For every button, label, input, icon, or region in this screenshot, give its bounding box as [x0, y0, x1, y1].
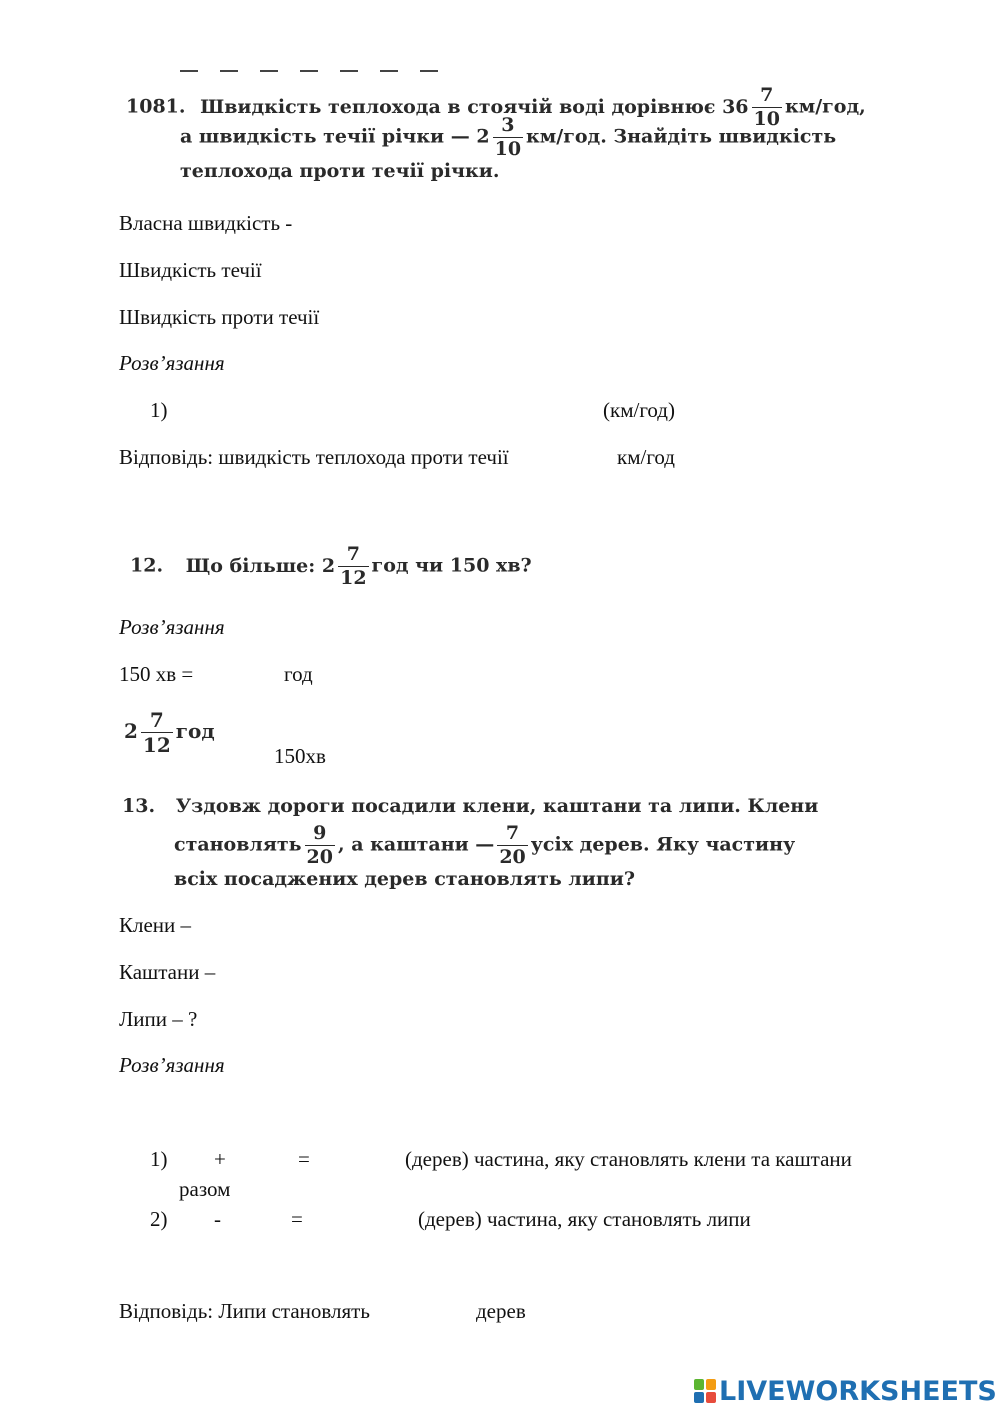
task-13-line2-b: , а каштани — — [338, 833, 495, 856]
task-13-line2-a: становлять — [174, 833, 302, 856]
fraction-9-20 — [305, 824, 335, 867]
frac-denominator: 20 — [499, 846, 526, 868]
task-1081-line1-text: Швидкість теплохода в стоячій воді дорівнює 36 — [200, 95, 749, 118]
task-1081-line1-unit: км/год, — [784, 95, 866, 118]
task-1081-number: 1081. — [126, 95, 186, 118]
task-1081-line2 — [180, 116, 836, 159]
frac-numerator: 9 — [305, 824, 335, 846]
step1-unit-1081: (км/год) — [603, 398, 675, 422]
mixed-whole: 2 — [124, 719, 138, 743]
task-1081-line3: теплохода проти течії річки. — [180, 160, 500, 182]
step1-number-13: 1) — [150, 1147, 168, 1171]
plus-sign: + — [214, 1147, 226, 1171]
step1-number-1081: 1) — [150, 398, 168, 422]
answer-13-text: Відповідь: Липи становлять — [119, 1299, 370, 1323]
minus-sign: - — [214, 1207, 221, 1231]
frac-numerator: 7 — [338, 545, 368, 567]
solution-label-1081: Розв’язання — [119, 351, 225, 375]
logo-tiles-icon — [694, 1379, 716, 1403]
task-1081-line2-text: а швидкість течії річки — 2 — [180, 125, 490, 148]
conversion-unit: год — [284, 662, 313, 686]
frac-denominator: 10 — [753, 108, 780, 130]
frac-numerator: 3 — [493, 116, 523, 138]
fraction-7-12-compare — [141, 710, 173, 755]
task-13-line1-text: Уздовж дороги посадили клени, каштани та липи. Клени — [175, 795, 819, 817]
crop-artifact-top — [180, 70, 440, 72]
maples-label: Клени – — [119, 913, 192, 937]
task-13-number: 13. — [122, 795, 156, 817]
task-12-question — [130, 545, 532, 588]
fraction-3-10 — [493, 116, 523, 159]
task-12-text-a: Що більше: 2 — [185, 554, 336, 577]
frac-denominator: 12 — [142, 733, 171, 757]
frac-numerator: 7 — [752, 86, 782, 108]
task-12-text-b: год чи 150 хв? — [371, 554, 532, 577]
conversion-left: 150 хв = — [119, 662, 194, 686]
liveworksheets-logo — [694, 1376, 997, 1406]
logo-text: LIVEWORKSHEETS — [719, 1375, 997, 1407]
step2-number-13: 2) — [150, 1207, 168, 1231]
task-13-line2 — [174, 824, 795, 867]
solution-label-12: Розв’язання — [119, 615, 225, 639]
against-speed-label: Швидкість проти течії — [119, 305, 320, 329]
task-1081-line2-rest: км/год. Знайдіть швидкість — [526, 125, 837, 148]
equals-sign-1: = — [298, 1147, 310, 1171]
current-speed-label: Швидкість течії — [119, 258, 262, 282]
step2-text-13: (дерев) частина, яку становлять липи — [418, 1207, 751, 1231]
fraction-7-12 — [338, 545, 368, 588]
answer-1081-text: Відповідь: швидкість теплохода проти течії — [119, 445, 509, 469]
chestnuts-label: Каштани – — [119, 960, 216, 984]
equals-sign-2: = — [291, 1207, 303, 1231]
frac-numerator: 7 — [497, 824, 527, 846]
task-12-number: 12. — [130, 554, 164, 577]
own-speed-label: Власна швидкість - — [119, 211, 293, 235]
compare-right: 150хв — [274, 744, 326, 768]
fraction-7-20 — [497, 824, 527, 867]
frac-numerator: 7 — [141, 710, 173, 733]
solution-label-13: Розв’язання — [119, 1053, 225, 1077]
compare-mixed-number — [124, 710, 215, 755]
step1-continuation: разом — [179, 1177, 231, 1201]
step1-text-13: (дерев) частина, яку становлять клени та каштани — [405, 1147, 852, 1171]
frac-denominator: 20 — [306, 846, 333, 868]
frac-denominator: 10 — [494, 138, 522, 160]
lindens-label: Липи – ? — [119, 1007, 198, 1031]
task-13-line3: всіх посаджених дерев становлять липи? — [174, 868, 635, 890]
answer-1081-unit: км/год — [617, 445, 675, 469]
frac-denominator: 12 — [340, 567, 367, 589]
mixed-unit: год — [175, 719, 215, 743]
answer-13-unit: дерев — [476, 1299, 526, 1323]
task-13-line1 — [122, 795, 818, 817]
task-13-line2-c: усіх дерев. Яку частину — [530, 833, 796, 856]
